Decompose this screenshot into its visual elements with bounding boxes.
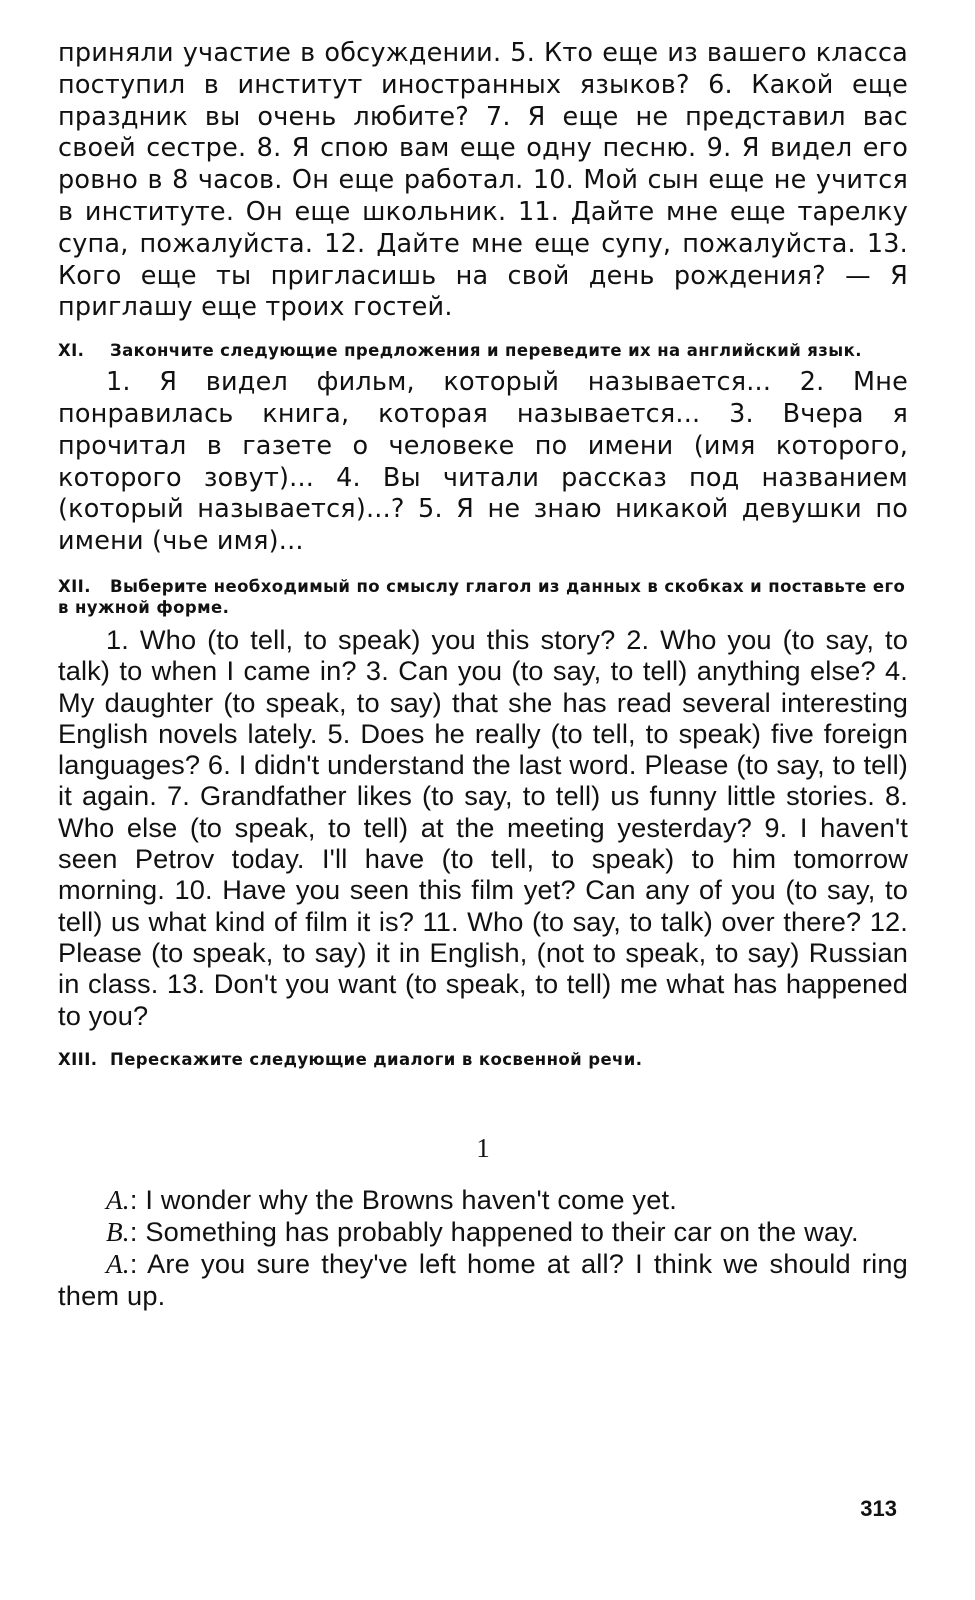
exercise-11-number: XI.: [58, 341, 85, 361]
speaker-label: B.: [106, 1216, 130, 1247]
paragraph-top: приняли участие в обсуждении. 5. Кто еще из вашего класса поступил в институт иностранных языков? 6. Какой еще праздник вы очень любите? 7. Я еще не представил вас своей сестре. 8. Я спою вам еще одну песню. 9. Я видел его ровно в 8 часов. Он еще работал. 10. Мой сын еще не учится в институте. Он еще школьник. 11. Дайте мне еще тарелку супа, пожалуйста. 12. Дайте мне еще супу, пожалуйста. 13. Кого еще ты пригласишь на свой день рождения? — Я приглашу еще троих гостей.: [58, 38, 908, 323]
speaker-label: A.: [106, 1184, 130, 1215]
exercise-12-instruction: Выберите необходимый по смыслу глагол из данных в скобках и поставьте его в нужной форме.: [58, 576, 906, 617]
dialogue-text: : I wonder why the Browns haven't come yet.: [129, 1183, 678, 1215]
speaker-label: A.: [106, 1248, 130, 1279]
exercise-12-number: XII.: [58, 576, 91, 596]
exercise-13-number: XIII.: [58, 1049, 98, 1069]
dialogue-text: : Are you sure they've left home at all? I think we should ring them up.: [58, 1247, 908, 1311]
exercise-11-text: 1. Я видел фильм, который называется... 2. Мне понравилась книга, которая называется... 3. Вчера я прочитал в газете о человеке по имени (имя которого, которого зовут)... 4. Вы читали рассказ под названием (который называется)...? 5. Я не знаю никакой девушки по имени (чье имя)...: [58, 367, 908, 557]
exercise-13-instruction: Перескажите следующие диалоги в косвенной речи.: [110, 1049, 643, 1069]
page-number: 313: [860, 1496, 897, 1521]
exercise-12-heading: [58, 576, 908, 618]
book-page: [58, 38, 908, 1312]
exercise-11-heading: [58, 340, 908, 361]
dialogue-line: [58, 1184, 908, 1216]
dialogue-number: 1: [476, 1132, 490, 1163]
exercise-12-text: 1. Who (to tell, to speak) you this story? 2. Who you (to say, to talk) to when I came in? 3. Can you (to say, to tell) anything else? 4. My daughter (to speak, to say) that she has read several interesting English novels lately. 5. Does he really (to tell, to speak) five foreign languages? 6. I didn't understand the last word. Please (to say, to tell) it again. 7. Grandfather likes (to say, to tell) us funny little stories. 8. Who else (to speak, to tell) at the meeting yesterday? 9. I haven't seen Petrov today. I'll have (to tell, to speak) to him tomorrow morning. 10. Have you seen this film yet? Can any of you (to say, to tell) us what kind of film it is? 11. Who (to say, to talk) over there? 12. Please (to speak, to say) it in English, (not to speak, to say) Russian in class. 13. Don't you want (to speak, to tell) me what has happened to you?: [58, 623, 908, 1031]
dialogue-line: [58, 1216, 908, 1248]
dialogue-text: : Something has probably happened to their car on the way.: [129, 1215, 859, 1247]
exercise-11-instruction: Закончите следующие предложения и переведите их на английский язык.: [110, 341, 862, 361]
dialogue-line: [58, 1248, 908, 1312]
exercise-13-heading: [58, 1049, 908, 1070]
